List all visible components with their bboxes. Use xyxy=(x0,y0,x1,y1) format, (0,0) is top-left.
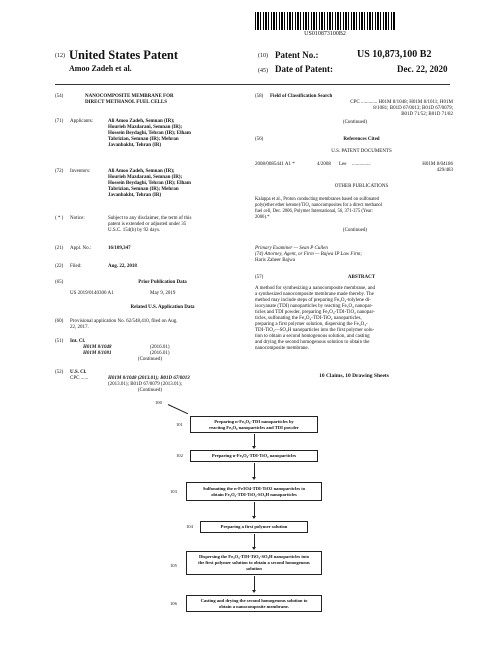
usdoc-dots: ............... xyxy=(352,162,371,167)
other-pub-line: Kalappa et al., Proton conducting membranes based on sulfonated xyxy=(255,197,379,202)
cpc-line-1: H01M 8/1048 (2013.01); B01D 67/0013 xyxy=(108,376,190,381)
flow-step-102-line-1: Preparing n-Fe₃O₄-TDI-TiO₂ nanoparticles xyxy=(211,453,297,458)
other-pub-line: 2006).* xyxy=(255,215,270,220)
flow-step-103 xyxy=(186,482,322,501)
abstract-line: preparing a first polymer solution, dispersing the Fe₃O₄- xyxy=(255,322,368,327)
related-heading: Related U.S. Application Data xyxy=(130,305,195,310)
right-column xyxy=(255,94,453,394)
abstract-line: ticles, sulfonating the Fe₃O₄-TDI-TiO₂ nanoparticles, xyxy=(255,316,362,321)
flow-step-106-line-1: Casting and drying the second homogenous solution to xyxy=(200,597,308,603)
abstract-text xyxy=(255,286,453,352)
prior-heading: Prior Publication Data xyxy=(138,280,187,285)
filed-code: (22) xyxy=(55,264,64,269)
field-lines xyxy=(270,100,453,118)
refs-code: (56) xyxy=(255,137,264,142)
prov-line: Provisional application No. 62/548,410, filed on Aug. xyxy=(70,319,178,324)
intcl-code-1: H01M 8/1048 xyxy=(83,345,112,350)
cpc-line-2: (2013.01); B01D 67/0079 (2013.01); xyxy=(108,382,183,387)
flow-main-arrow xyxy=(168,404,188,414)
flow-label-106: 106 xyxy=(170,601,177,606)
inventor-line: Hourieh Mazdarani, Semnan (IR); xyxy=(108,175,183,180)
usdocs-heading: U.S. PATENT DOCUMENTS xyxy=(331,149,392,154)
prior-pub: US 2019/0140300 A1 xyxy=(70,291,114,296)
abstract-line: nanocomposite membrane. xyxy=(255,346,309,351)
doc-type-title: United States Patent xyxy=(69,48,179,62)
field-code: (58) xyxy=(255,94,264,99)
flow-label-102: 102 xyxy=(176,453,183,458)
applicant-line: Javanbakht, Tehran (IR) xyxy=(108,143,162,148)
applicant-line: Ali Amoo Zadeh, Semnan (IR); xyxy=(108,119,175,124)
attorney: (74) Attorney, Agent, or Firm — Bajwa IP Law Firm; xyxy=(255,252,363,257)
flow-arrow xyxy=(254,463,255,478)
usdoc-name: Lee xyxy=(339,162,347,167)
flow-step-103-line-2: obtain Fe₃O₄-TDI-TiO₂-SO₃H nanoparticles xyxy=(211,491,297,497)
inventor-line: Javanbakht, Tehran (IR) xyxy=(108,193,162,198)
intcl-code-2: H01M 8/1081 xyxy=(83,351,112,356)
abstract-line: A method for synthesizing a nanocomposite membrane, and xyxy=(255,286,375,291)
flow-label-101: 101 xyxy=(176,422,183,427)
prior-code: (65) xyxy=(55,280,64,285)
flow-step-105-line-1: Dispersing the Fe₃O₄-TDI-TiO₂-SO₃H nanoparticles into xyxy=(198,554,310,559)
flow-label-105: 105 xyxy=(170,563,177,568)
refs-heading: References Cited xyxy=(343,137,380,142)
abstract-line: ticles and TDI powder, preparing Fe₃O₄-TDI-TiO₂ nanopar- xyxy=(255,310,375,315)
intcl-code: (51) xyxy=(55,339,64,344)
patent-header xyxy=(55,47,455,82)
notice-line: U.S.C. 154(b) by 92 days. xyxy=(108,228,161,233)
other-pub-line: poly(ether ether ketone)/TiO₂ nanocomposites for a direct methanol xyxy=(255,203,383,208)
intcl-ver-2: (2016.01) xyxy=(150,351,170,356)
patent-number: US 10,873,100 B2 xyxy=(357,49,432,60)
abstract-line: TDI-TiO₂—SO₃H nanoparticles into the first polymer solu- xyxy=(255,328,375,333)
flow-arrow xyxy=(254,534,255,548)
flow-step-104-line-1: Preparing a first polymer solution xyxy=(220,524,288,529)
abstract-line: tion to obtain a second homogenous solution, and casting xyxy=(255,334,370,339)
applicant-line: Tabrizian, Semnan (IR); Mehran xyxy=(108,137,179,142)
uscl-label: U.S. Cl. xyxy=(70,370,87,375)
flow-step-103-line-1: Sulfonating the n-Fe3O4-TDI-TiO2 nanoparticles to xyxy=(202,485,306,491)
inventor-line: Hossein Beydaghi, Tehran (IR); Elham xyxy=(108,181,191,186)
title-line-2: DIRECT METHANOL FUEL CELLS xyxy=(85,100,168,105)
inventor-line: Ali Amoo Zadeh, Semnan (IR); xyxy=(108,169,175,174)
flow-label-103: 103 xyxy=(170,489,177,494)
usdoc-class-2: 429/483 xyxy=(436,168,453,173)
flow-step-101-line-1: Preparing n-Fe₃O₄-TDI nanoparticles by xyxy=(214,418,294,424)
flow-step-106 xyxy=(186,595,322,612)
flow-step-101-line-2: reacting Fe₃O₄ nanoparticles and TDI powder xyxy=(209,424,299,430)
prov-text xyxy=(70,319,250,331)
usdoc-number: 2008/0085441 A1 * xyxy=(255,162,295,167)
notice-code: ( * ) xyxy=(55,216,64,221)
flow-arrow xyxy=(254,502,255,517)
usdoc-date: 4/2008 xyxy=(317,162,331,167)
applicants-list xyxy=(108,119,248,149)
flowchart xyxy=(0,400,500,640)
flow-arrow xyxy=(254,434,255,447)
inventor-line: Tabrizian, Semnan (IR); Mehran xyxy=(108,187,179,192)
left-column xyxy=(55,94,250,394)
notice-label: Notice: xyxy=(70,216,85,221)
header-rule xyxy=(55,84,450,85)
flow-step-105-line-2: the first polymer solution to obtain a second homogenous xyxy=(198,560,310,565)
other-pub-text xyxy=(255,197,453,221)
other-heading: OTHER PUBLICATIONS xyxy=(334,184,389,189)
date-label: Date of Patent: xyxy=(275,64,333,74)
field-line: CPC ............. H01M 8/1048; H01M 8/1011; H01M xyxy=(350,100,453,105)
flow-step-106-line-2: obtain a nanocomposite membrane. xyxy=(219,603,289,609)
applicants-label: Applicants: xyxy=(70,119,94,124)
flow-step-104 xyxy=(200,521,308,533)
abstract-code: (57) xyxy=(255,275,264,280)
appl-number: 16/109,347 xyxy=(108,246,131,251)
field-line: B01D 71/52; B01D 71/82 xyxy=(401,112,453,117)
abstract-line: and drying the second homogenous solution to obtain the xyxy=(255,340,370,345)
patent-no-code: (10) xyxy=(258,53,268,59)
filed-date: Aug. 22, 2018 xyxy=(108,264,137,269)
applicant-line: Hossein Beydaghi, Tehran (IR); Elham xyxy=(108,131,191,136)
title-code: (54) xyxy=(55,94,64,99)
flow-step-105-line-3: solution xyxy=(246,566,262,571)
primary-examiner: Primary Examiner — Sean P Cullen xyxy=(255,246,328,251)
field-heading: Field of Classification Search xyxy=(270,94,333,99)
date-code: (45) xyxy=(258,68,268,74)
filed-label: Filed: xyxy=(70,264,82,269)
flow-arrow xyxy=(254,576,255,591)
title-line-1: NANOCOMPOSITE MEMBRANE FOR xyxy=(85,94,174,99)
appl-code: (21) xyxy=(55,246,64,251)
applicants-code: (71) xyxy=(55,119,64,124)
notice-line: Subject to any disclaimer, the term of this xyxy=(108,216,192,221)
other-continued: (Continued) xyxy=(342,228,368,233)
flow-step-101 xyxy=(190,416,318,433)
abstract-line: a synthesized nanocomposite membrane made thereby. The xyxy=(255,292,374,297)
abstract-heading: ABSTRACT xyxy=(347,275,376,280)
notice-text xyxy=(108,216,248,234)
cpc-continued: (Continued) xyxy=(137,388,163,393)
prov-code: (60) xyxy=(55,319,64,324)
usdoc-class: H01M 8/04186 xyxy=(422,162,453,167)
abstract-line: isocyanate (TDI) nanoparticles by reacting Fe₃O₄ nanopar- xyxy=(255,304,373,309)
abstract-line: method may include steps of preparing Fe₃O₄-tolylene di- xyxy=(255,298,371,303)
doc-type-code: (12) xyxy=(55,53,65,59)
barcode xyxy=(255,12,395,30)
other-pub-line: fuel cell, Dec. 2006, Polymer International, 56, 371-375 (Year: xyxy=(255,209,373,214)
barcode-number: US010873100B2 xyxy=(304,31,346,37)
claims-line: 10 Claims, 10 Drawing Sheets xyxy=(319,373,389,379)
flow-step-105 xyxy=(186,551,322,575)
intcl-ver-1: (2016.01) xyxy=(150,345,170,350)
attorney-2: Haris Zaheer Bajwa xyxy=(255,258,295,263)
inventors-list xyxy=(108,169,248,199)
inventors-label: Inventors: xyxy=(70,169,91,174)
patent-no-label: Patent No.: xyxy=(275,50,319,60)
prov-line: 22, 2017. xyxy=(70,325,89,330)
flow-main-label: 100 xyxy=(155,400,162,405)
intcl-continued: (Continued) xyxy=(137,357,163,362)
notice-line: patent is extended or adjusted under 35 xyxy=(108,222,187,227)
cpc-label: CPC ...... xyxy=(70,376,89,381)
applicant-line: Hourieh Mazdarani, Semnan (IR); xyxy=(108,125,183,130)
patent-date: Dec. 22, 2020 xyxy=(397,64,448,74)
inventor-line: Amoo Zadeh et al. xyxy=(69,64,132,73)
intcl-label: Int. Cl. xyxy=(70,339,86,344)
prior-date: May 9, 2019 xyxy=(150,291,176,296)
flow-step-102 xyxy=(190,450,318,462)
field-continued: (Continued) xyxy=(342,120,368,125)
field-line: 8/1081; B01D 67/0013; B01D 67/0079; xyxy=(373,106,453,111)
appl-label: Appl. No.: xyxy=(70,246,92,251)
flow-label-104: 104 xyxy=(186,524,193,529)
uscl-code: (52) xyxy=(55,370,64,375)
inventors-code: (72) xyxy=(55,169,64,174)
